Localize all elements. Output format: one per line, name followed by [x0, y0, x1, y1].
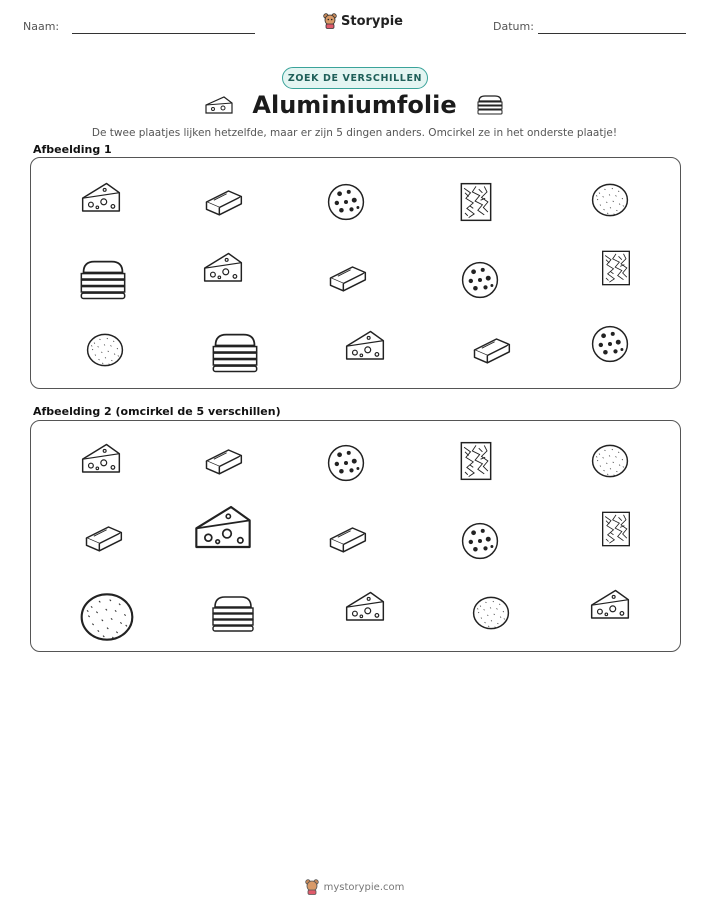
picture-2-egg-icon[interactable] [588, 439, 632, 483]
picture-2-cheese-icon[interactable] [191, 499, 255, 563]
date-label: Datum: [493, 20, 534, 33]
picture-1-cheese-icon [79, 178, 123, 222]
worksheet-type-badge: ZOEK DE VERSCHILLEN [282, 67, 428, 89]
picture-1-label: Afbeelding 1 [33, 143, 112, 156]
picture-2-cheese-icon[interactable] [343, 587, 387, 631]
picture-1-egg-icon [588, 178, 632, 222]
picture-2-butter-icon[interactable] [81, 516, 125, 560]
title-row [0, 91, 709, 119]
picture-1-egg-icon [83, 328, 127, 372]
picture-2-label: Afbeelding 2 (omcirkel de 5 verschillen) [33, 405, 281, 418]
picture-1-foil-icon [454, 180, 498, 224]
footer-site: mystorypie.com [323, 881, 405, 893]
picture-1-butter-icon [469, 328, 513, 372]
picture-2-panel[interactable] [30, 420, 681, 652]
cheese-icon [204, 93, 234, 117]
picture-2-butter-icon[interactable] [325, 517, 369, 561]
picture-1-sandwich-icon [77, 253, 129, 305]
picture-1-cheese-icon [201, 248, 245, 292]
name-line[interactable] [72, 33, 255, 34]
storypie-logo [323, 13, 403, 29]
picture-2-cookie-icon[interactable] [458, 519, 502, 563]
picture-1-foil-icon [596, 248, 636, 288]
picture-2-egg-icon[interactable] [75, 585, 139, 649]
bear-icon [323, 13, 337, 29]
page-title: Aluminiumfolie [252, 91, 457, 119]
date-line[interactable] [538, 33, 686, 34]
sandwich-icon [475, 93, 505, 117]
picture-1-sandwich-icon [209, 326, 261, 378]
picture-2-foil-icon[interactable] [596, 509, 636, 549]
picture-1-cookie-icon [324, 180, 368, 224]
picture-2-cookie-icon[interactable] [324, 441, 368, 485]
picture-1-panel [30, 157, 681, 389]
picture-2-cheese-icon[interactable] [79, 439, 123, 483]
bear-icon [305, 879, 319, 895]
picture-1-cheese-icon [343, 326, 387, 370]
picture-2-sandwich-icon[interactable] [209, 589, 257, 637]
picture-2-cheese-icon[interactable] [588, 585, 632, 629]
picture-2-egg-icon[interactable] [469, 591, 513, 635]
instructions: De twee plaatjes lijken hetzelfde, maar er zijn 5 dingen anders. Omcirkel ze in het onderste plaatje! [91, 127, 618, 139]
picture-1-cookie-icon [458, 258, 502, 302]
footer [0, 879, 709, 895]
picture-1-butter-icon [325, 256, 369, 300]
picture-2-foil-icon[interactable] [454, 439, 498, 483]
picture-1-butter-icon [201, 180, 245, 224]
brand-name: Storypie [341, 13, 403, 29]
name-label: Naam: [23, 20, 60, 33]
picture-1-cookie-icon [588, 322, 632, 366]
picture-2-butter-icon[interactable] [201, 439, 245, 483]
